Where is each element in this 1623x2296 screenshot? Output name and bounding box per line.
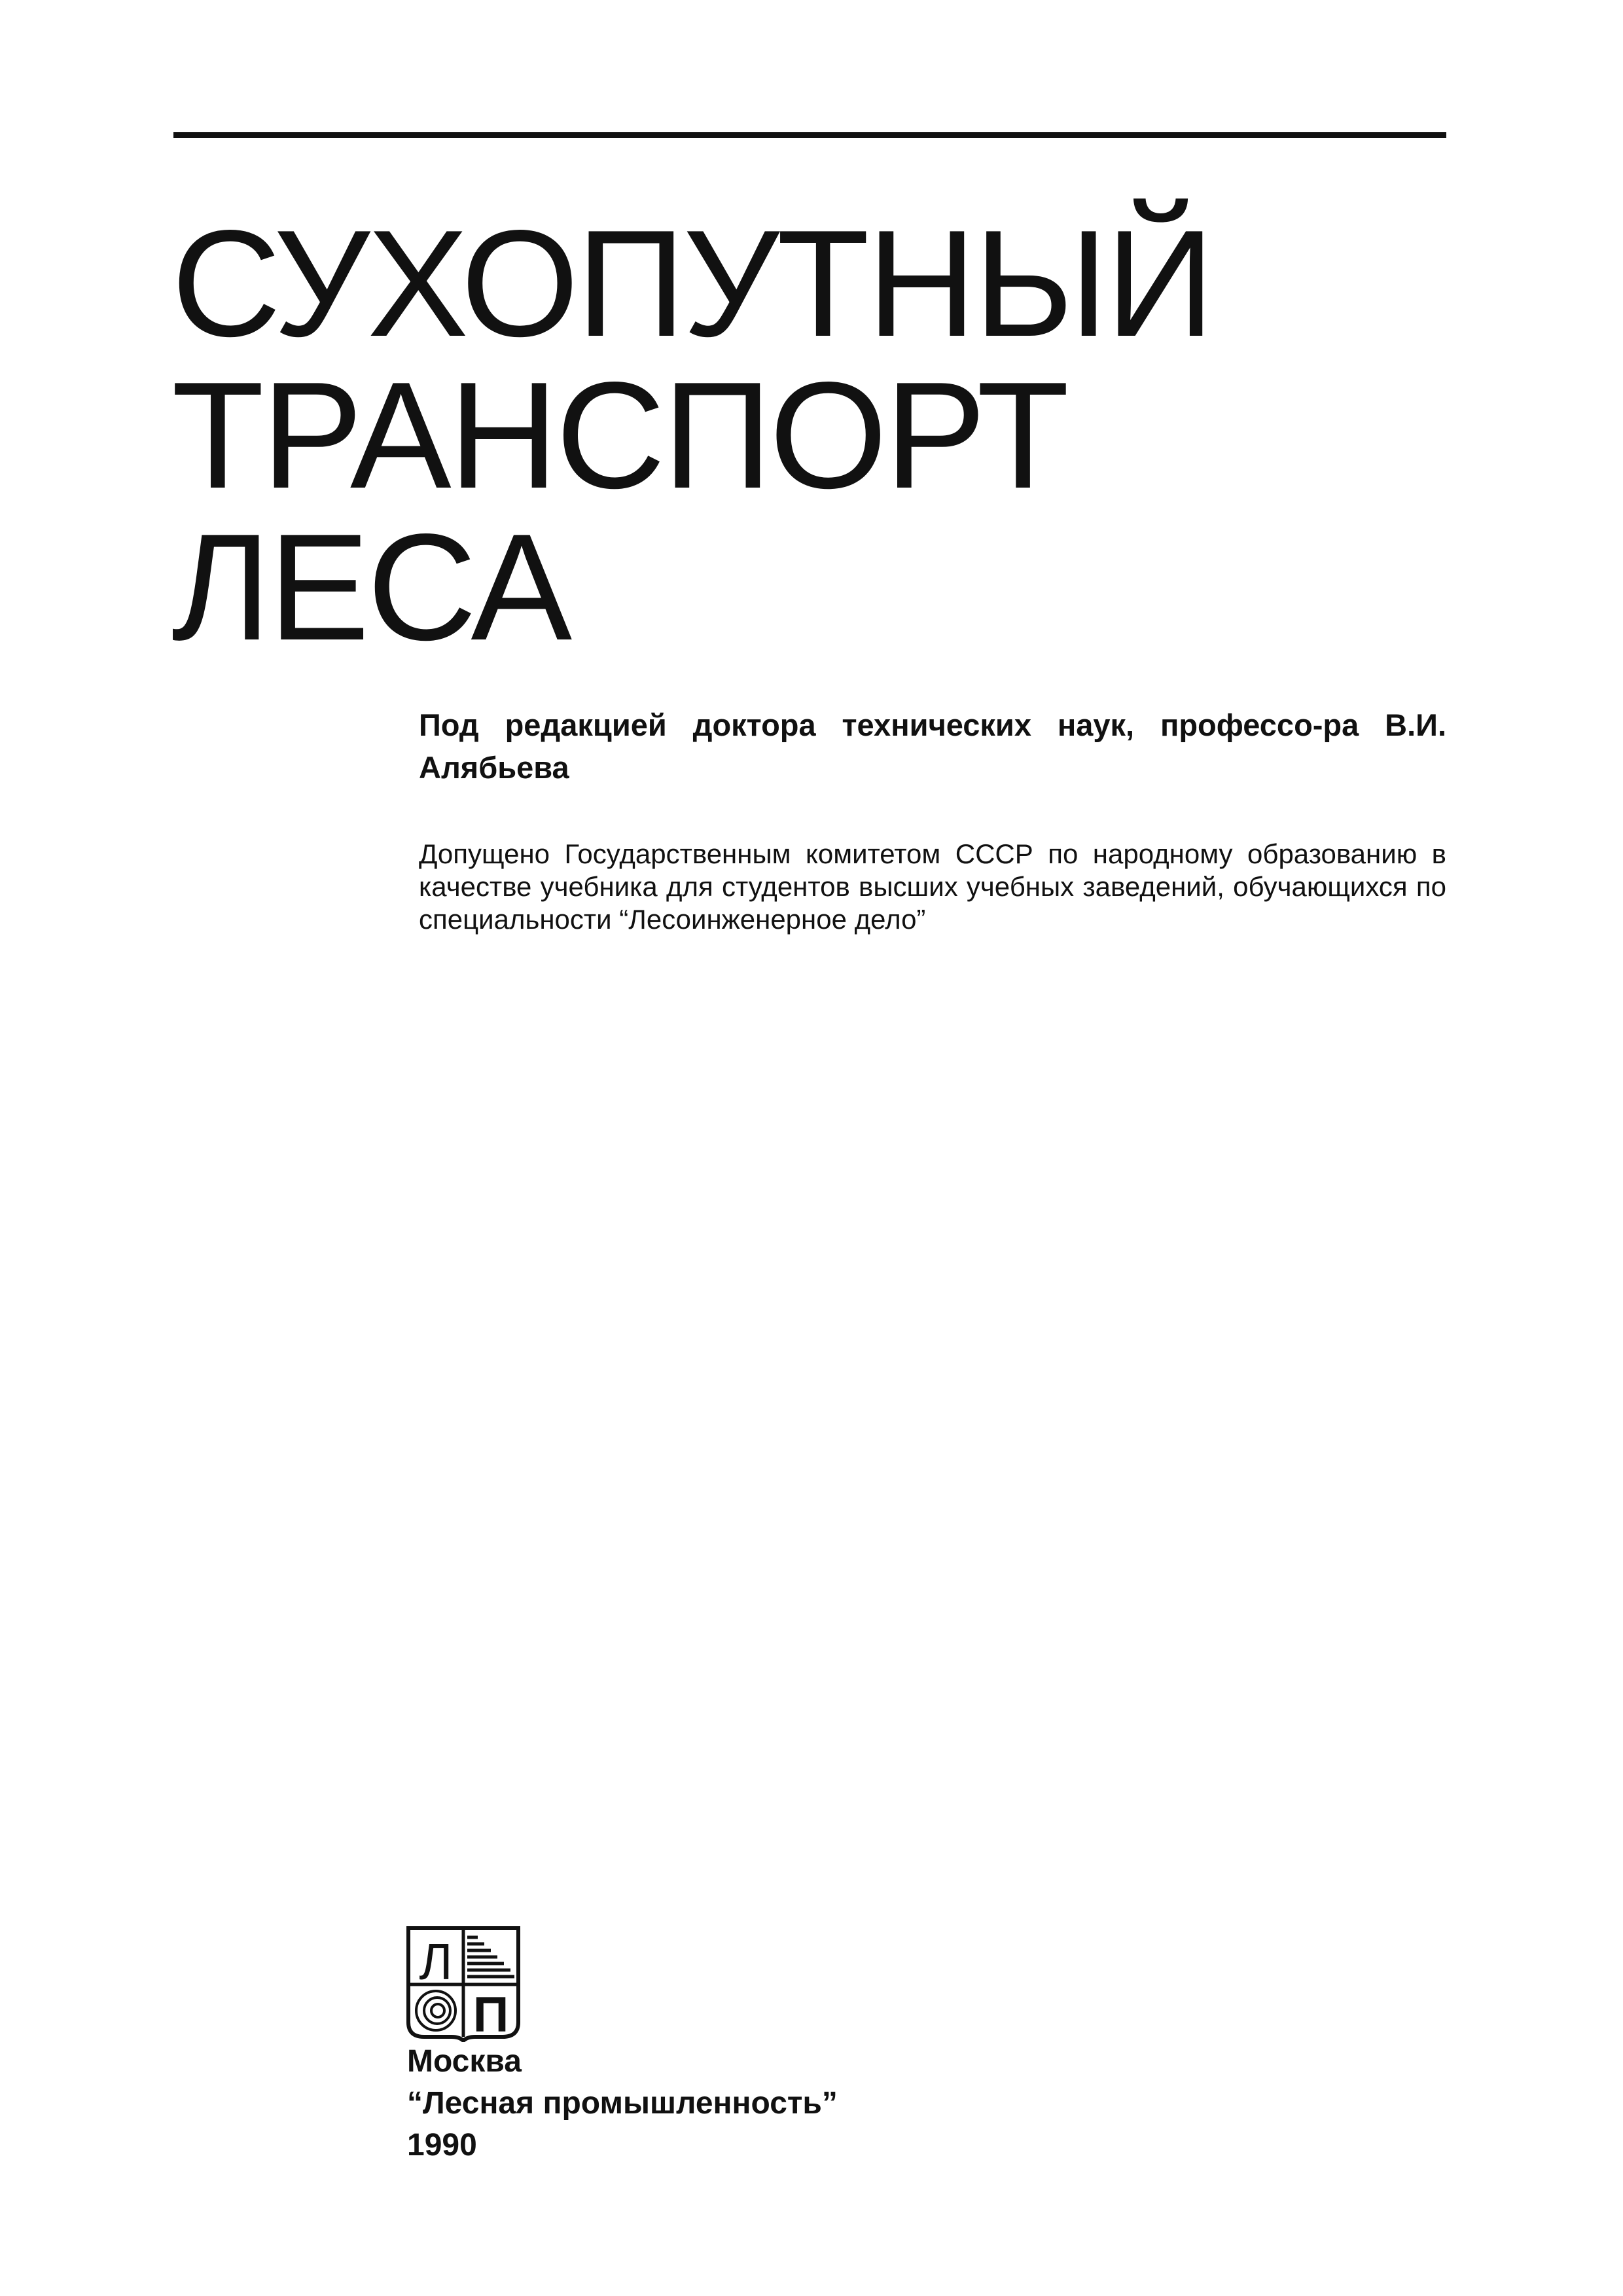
title-line-3: ЛЕСА	[171, 503, 570, 672]
imprint-city: Москва	[407, 2044, 522, 2079]
editor-credit: Под редакцией доктора технических наук, профессо-ра В.И. Алябьева	[419, 708, 1446, 785]
imprint-year: 1990	[407, 2128, 477, 2162]
imprint-publisher: “Лесная промышленность”	[407, 2086, 838, 2121]
publisher-emblem-icon	[404, 1924, 522, 2042]
title-line-2: ТРАНСПОРТ	[171, 351, 1067, 520]
logo-letter-l: Л	[419, 1933, 453, 1990]
approval-statement: Допущено Государственным комитетом СССР по народному образованию в качестве учебника для студентов высших учебных заведений, обучающихся по специальности “Лесоинженерное дело”	[419, 838, 1446, 935]
book-title	[171, 199, 1213, 672]
logo-letter-p: П	[473, 1987, 509, 2042]
top-rule	[173, 132, 1446, 138]
title-line-1: СУХОПУТНЫЙ	[171, 199, 1213, 368]
imprint	[407, 2041, 1061, 2166]
